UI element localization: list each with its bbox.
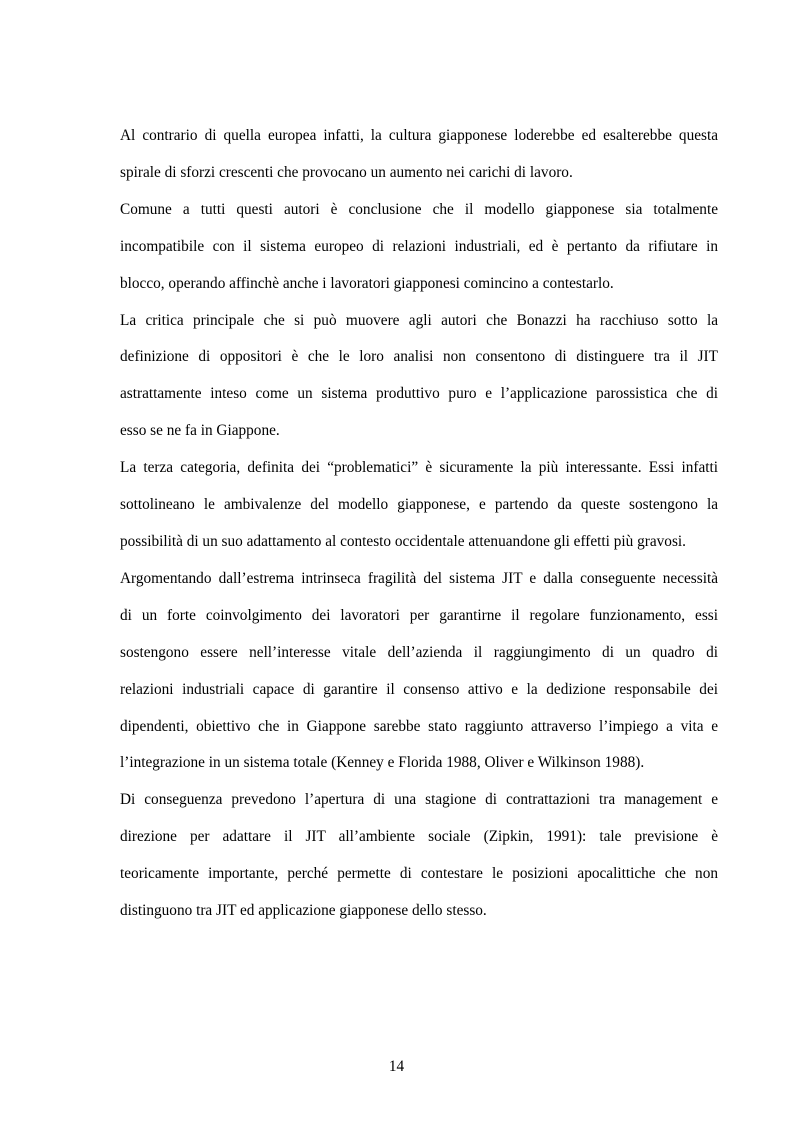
- text-line: Di conseguenza prevedono l’apertura di una stagione di contrattazioni tra management e: [120, 791, 718, 809]
- page-number: 14: [388, 1058, 405, 1075]
- text-line: dipendenti, obiettivo che in Giappone sarebbe stato raggiunto attraverso l’impiego a vita e: [120, 717, 718, 735]
- text-line: Argomentando dall’estrema intrinseca fragilità del sistema JIT e dalla conseguente necessità: [120, 569, 718, 587]
- text-line: possibilità di un suo adattamento al contesto occidentale attenuandone gli effetti più gravosi.: [120, 532, 686, 550]
- text-line: astrattamente inteso come un sistema produttivo puro e l’applicazione parossistica che di: [120, 385, 718, 403]
- text-line: Al contrario di quella europea infatti, la cultura giapponese loderebbe ed esalterebbe questa: [120, 127, 718, 144]
- text-line: La terza categoria, definita dei “problematici” è sicuramente la più interessante. Essi infatti: [120, 459, 718, 477]
- text-line: definizione di oppositori è che le loro analisi non consentono di distinguere tra il JIT: [120, 348, 718, 366]
- text-line: spirale di sforzi crescenti che provocano un aumento nei carichi di lavoro.: [120, 163, 573, 181]
- text-line: relazioni industriali capace di garantire il consenso attivo e la dedizione responsabile dei: [120, 680, 718, 698]
- body-text: [120, 118, 718, 930]
- text-line: sostengono essere nell’interesse vitale dell’azienda il raggiungimento di un quadro di: [120, 643, 718, 661]
- text-line: Comune a tutti questi autori è conclusione che il modello giapponese sia totalmente: [120, 200, 718, 218]
- text-line: di un forte coinvolgimento dei lavoratori per garantirne il regolare funzionamento, essi: [120, 606, 718, 624]
- text-line: sottolineano le ambivalenze del modello giapponese, e partendo da queste sostengono la: [120, 496, 718, 514]
- text-line: incompatibile con il sistema europeo di relazioni industriali, ed è pertanto da rifiutare in: [120, 237, 718, 255]
- text-line: esso se ne fa in Giappone.: [120, 422, 280, 440]
- text-line: distinguono tra JIT ed applicazione giapponese dello stesso.: [120, 902, 487, 920]
- text-line: La critica principale che si può muovere agli autori che Bonazzi ha racchiuso sotto la: [120, 311, 718, 329]
- text-line: direzione per adattare il JIT all’ambiente sociale (Zipkin, 1991): tale previsione è: [120, 828, 718, 846]
- text-line: l’integrazione in un sistema totale (Kenney e Florida 1988, Oliver e Wilkinson 1988).: [120, 754, 645, 772]
- text-line: teoricamente importante, perché permette di contestare le posizioni apocalittiche che non: [120, 865, 718, 883]
- text-line: blocco, operando affinchè anche i lavoratori giapponesi comincino a contestarlo.: [120, 274, 614, 292]
